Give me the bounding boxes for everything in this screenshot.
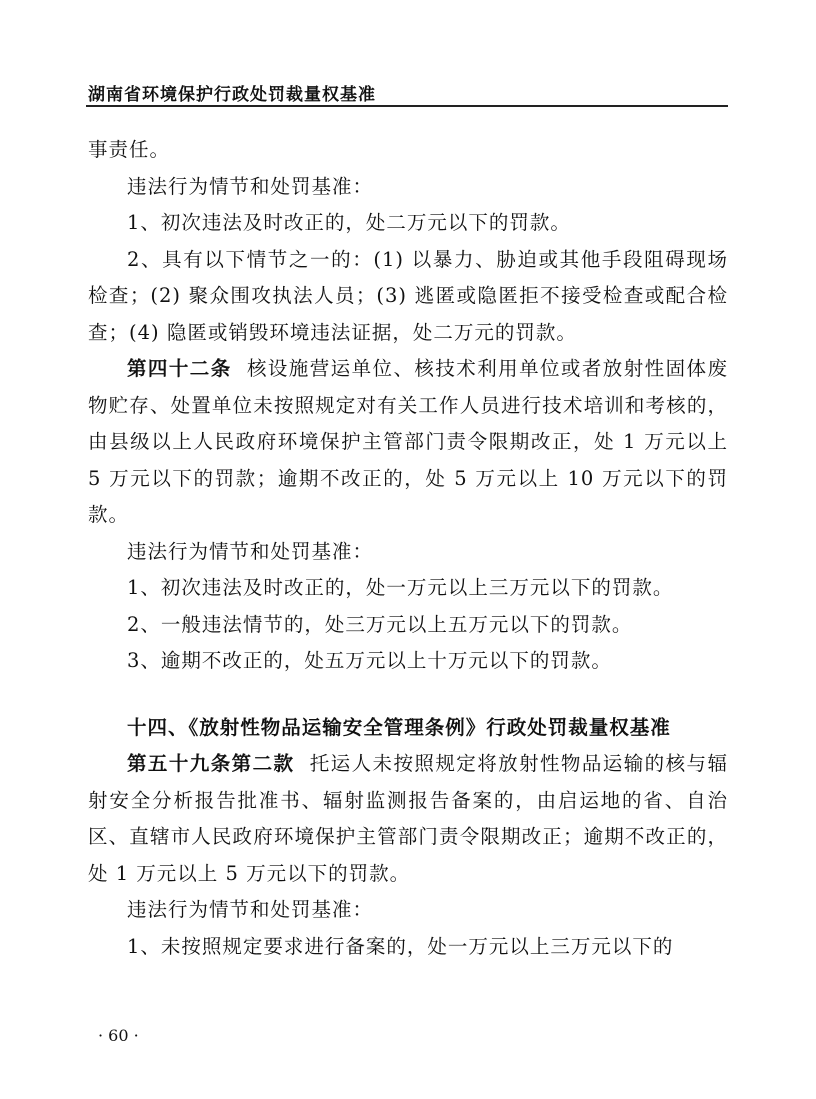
criteria-item-1: 1、未按照规定要求进行备案的，处一万元以上三万元以下的 (127, 934, 674, 958)
criteria-item-1: 1、初次违法及时改正的，处二万元以下的罚款。 (127, 211, 571, 234)
penalty-criteria-heading: 违法行为情节和处罚基准： (127, 174, 374, 198)
page-number: · 60 · (98, 1026, 139, 1045)
criteria-item-2: 2、具有以下情节之一的：(1) 以暴力、胁迫或其他手段阻碍现场检查；(2) 聚众围攻执法人员；(3) 逃匿或隐匿拒不接受检查或配合检查；(4) 隐匿或销毁环境违法证据，处二万元的罚款。 (88, 247, 728, 344)
header-divider (86, 105, 728, 107)
section-heading-14: 十四、《放射性物品运输安全管理条例》行政处罚裁量权基准 (127, 715, 671, 739)
article-42 (88, 351, 728, 534)
criteria-item-2: 2、一般违法情节的，处三万元以上五万元以下的罚款。 (127, 612, 633, 636)
article-42-label: 第四十二条 (127, 357, 232, 380)
page-body (88, 132, 728, 965)
penalty-criteria-heading: 违法行为情节和处罚基准： (127, 539, 374, 563)
paragraph-continuation: 事责任。 (88, 138, 171, 161)
penalty-criteria-heading: 违法行为情节和处罚基准： (127, 898, 374, 921)
article-59-label: 第五十九条第二款 (127, 752, 295, 775)
article-59 (88, 746, 728, 892)
criteria-item-1: 1、初次违法及时改正的，处一万元以上三万元以下的罚款。 (127, 576, 674, 599)
article-42-text: 核设施营运单位、核技术利用单位或者放射性固体废物贮存、处置单位未按照规定对有关工作人员进行技术培训和考核的，由县级以上人民政府环境保护主管部门责令限期改正，处 1 万元以上 5 万元以下的罚款；逾期不改正的，处 5 万元以上 10 万元以下的罚款。 (88, 357, 728, 526)
criteria-item-3: 3、逾期不改正的，处五万元以上十万元以下的罚款。 (127, 649, 612, 672)
article-59-text: 托运人未按照规定将放射性物品运输的核与辐射安全分析报告批准书、辐射监测报告备案的，由启运地的省、自治区、直辖市人民政府环境保护主管部门责令限期改正；逾期不改正的，处 1 万元以上 5 万元以下的罚款。 (88, 752, 728, 885)
running-header-title: 湖南省环境保护行政处罚裁量权基准 (88, 85, 376, 105)
